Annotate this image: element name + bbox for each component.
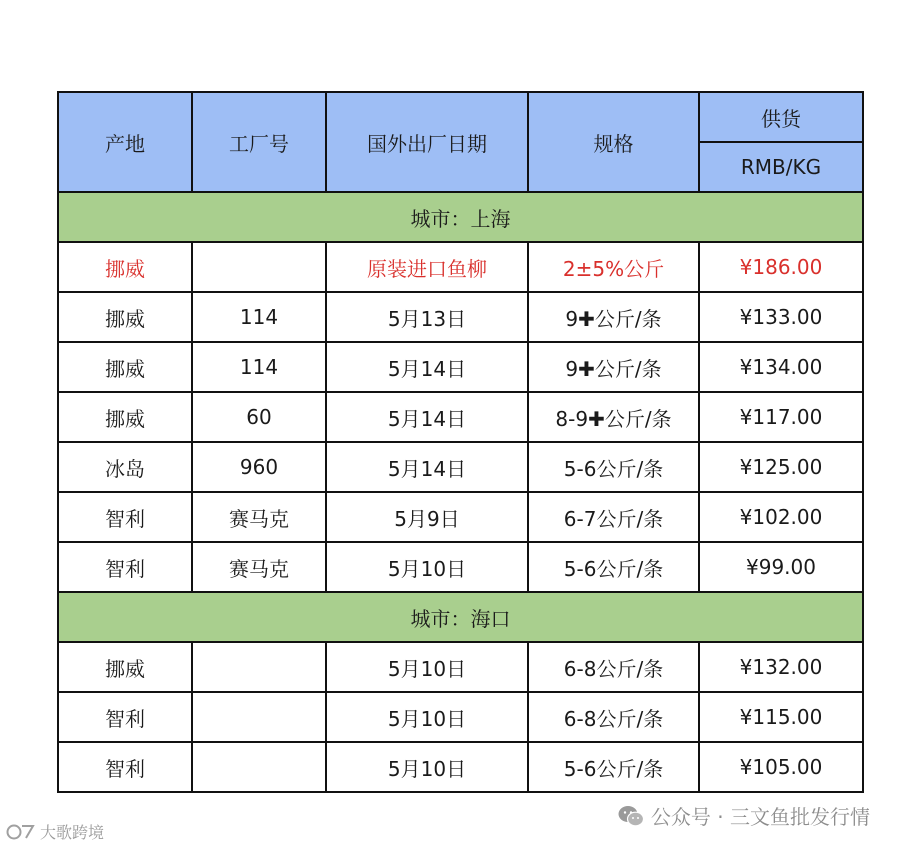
- cell-price: ¥134.00: [699, 342, 863, 392]
- cell-origin: 挪威: [58, 642, 192, 692]
- cell-origin: 智利: [58, 542, 192, 592]
- cell-date: 5月14日: [326, 392, 528, 442]
- cell-date: 5月10日: [326, 642, 528, 692]
- city-row: [58, 192, 863, 242]
- table-row: [58, 242, 863, 292]
- cell-date: 5月14日: [326, 442, 528, 492]
- cell-origin: 冰岛: [58, 442, 192, 492]
- cell-date: 5月10日: [326, 542, 528, 592]
- cell-factory: [192, 242, 326, 292]
- cell-spec: 6-8公斤/条: [528, 692, 699, 742]
- header-row: [58, 92, 863, 142]
- cell-spec: 6-7公斤/条: [528, 492, 699, 542]
- table-row: [58, 492, 863, 542]
- cell-price: ¥102.00: [699, 492, 863, 542]
- table-body: [58, 192, 863, 792]
- cell-date: 5月13日: [326, 292, 528, 342]
- cell-price: ¥117.00: [699, 392, 863, 442]
- cell-factory: 114: [192, 292, 326, 342]
- cell-price: ¥133.00: [699, 292, 863, 342]
- header-factory: 工厂号: [192, 92, 326, 192]
- table-row: [58, 292, 863, 342]
- header-supply: 供货: [699, 92, 863, 142]
- cell-date: 5月9日: [326, 492, 528, 542]
- cell-spec: 5-6公斤/条: [528, 542, 699, 592]
- cell-factory: [192, 692, 326, 742]
- cell-origin: 智利: [58, 742, 192, 792]
- cell-price: ¥99.00: [699, 542, 863, 592]
- cell-factory: [192, 742, 326, 792]
- logo-icon: [6, 822, 36, 842]
- cell-price: ¥186.00: [699, 242, 863, 292]
- cell-spec: 9✚公斤/条: [528, 292, 699, 342]
- header-origin: 产地: [58, 92, 192, 192]
- cell-origin: 挪威: [58, 342, 192, 392]
- cell-factory: 赛马克: [192, 492, 326, 542]
- cell-date: 5月10日: [326, 742, 528, 792]
- cell-origin: 挪威: [58, 242, 192, 292]
- cell-spec: 5-6公斤/条: [528, 742, 699, 792]
- table-row: [58, 442, 863, 492]
- price-table: [57, 91, 864, 793]
- cell-factory: [192, 642, 326, 692]
- table-row: [58, 392, 863, 442]
- cell-spec: 6-8公斤/条: [528, 642, 699, 692]
- cell-spec: 8-9✚公斤/条: [528, 392, 699, 442]
- header-spec: 规格: [528, 92, 699, 192]
- cell-spec: 9✚公斤/条: [528, 342, 699, 392]
- cell-date: 原装进口鱼柳: [326, 242, 528, 292]
- cell-date: 5月14日: [326, 342, 528, 392]
- cell-factory: 960: [192, 442, 326, 492]
- cell-price: ¥115.00: [699, 692, 863, 742]
- cell-origin: 智利: [58, 492, 192, 542]
- table-row: [58, 542, 863, 592]
- cell-price: ¥125.00: [699, 442, 863, 492]
- cell-price: ¥132.00: [699, 642, 863, 692]
- wechat-icon: [617, 804, 645, 828]
- city-row: [58, 592, 863, 642]
- header-date: 国外出厂日期: [326, 92, 528, 192]
- cell-factory: 60: [192, 392, 326, 442]
- logo: [6, 820, 104, 843]
- cell-price: ¥105.00: [699, 742, 863, 792]
- cell-factory: 赛马克: [192, 542, 326, 592]
- watermark: [617, 801, 870, 830]
- table-row: [58, 342, 863, 392]
- cell-origin: 挪威: [58, 292, 192, 342]
- cell-factory: 114: [192, 342, 326, 392]
- table-row: [58, 642, 863, 692]
- cell-spec: 2±5%公斤: [528, 242, 699, 292]
- city-label: 城市：海口: [58, 592, 863, 642]
- table-row: [58, 742, 863, 792]
- header-unit: RMB/KG: [699, 142, 863, 192]
- cell-date: 5月10日: [326, 692, 528, 742]
- cell-spec: 5-6公斤/条: [528, 442, 699, 492]
- table-row: [58, 692, 863, 742]
- cell-origin: 挪威: [58, 392, 192, 442]
- logo-text: 大歌跨境: [40, 823, 105, 842]
- city-label: 城市：上海: [58, 192, 863, 242]
- watermark-text: 公众号 · 三文鱼批发行情: [650, 805, 870, 829]
- cell-origin: 智利: [58, 692, 192, 742]
